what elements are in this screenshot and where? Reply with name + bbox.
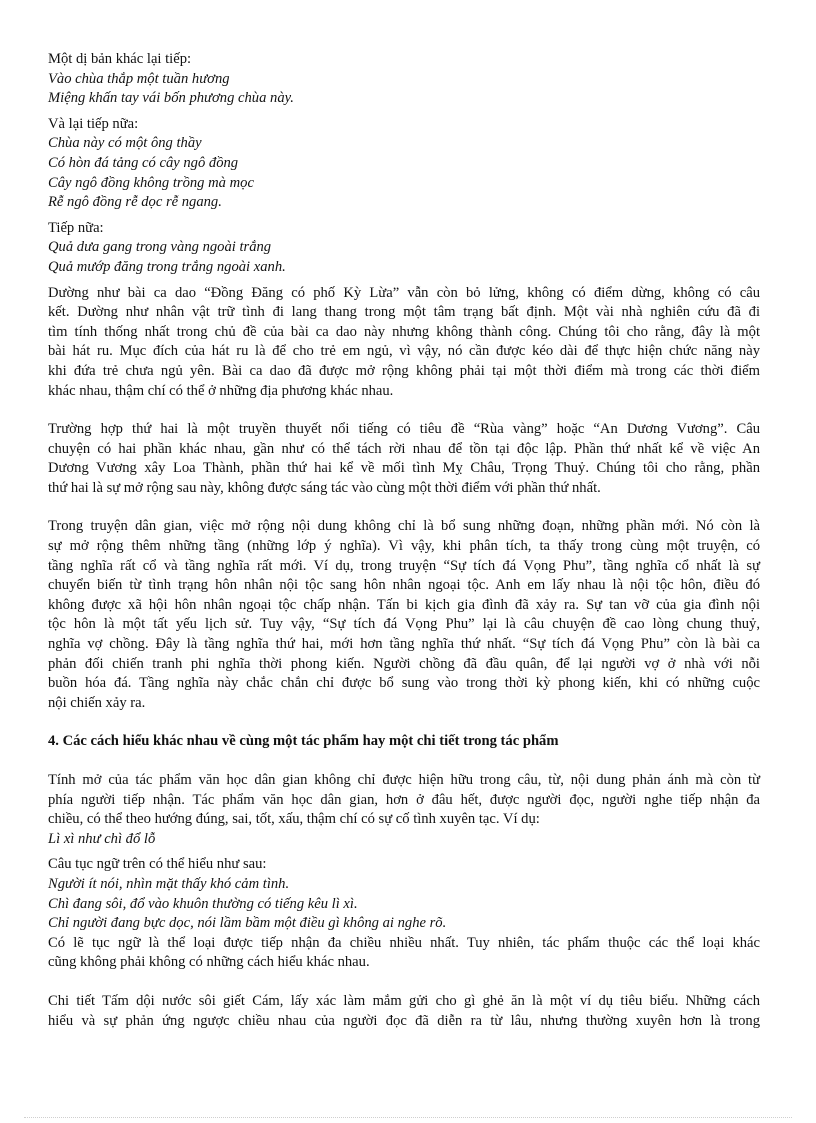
verse-1: Vào chùa thắp một tuần hương Miệng khấn tay vái bốn phương chùa này. bbox=[48, 70, 294, 107]
paragraph-4: Tính mở của tác phẩm văn học dân gian không chỉ được hiện hữu trong câu, từ, nội dung phản ánh mà còn từ phía người tiếp nhận. Tác phẩm văn học dân gian, hơn ở đâu hết, được người đọc, người nghe tiếp nhận đa chiều, có thể theo hướng đúng, sai, tốt, xấu, thậm chí có sự cố tình xuyên tạc. Ví dụ: bbox=[48, 772, 760, 828]
proverb-example: Lì xì như chì đổ lỗ bbox=[48, 830, 156, 847]
document-page bbox=[48, 50, 760, 1031]
intro-line-2: Và lại tiếp nữa: bbox=[48, 115, 139, 132]
proverb-meanings: Người ít nói, nhìn mặt thấy khó cảm tình. Chì đang sôi, đổ vào khuôn thường có tiếng kêu lì xì. Chỉ người đang bực dọc, nói lầm bầm một điều gì không ai nghe rõ. bbox=[48, 875, 447, 932]
paragraph-7: Chi tiết Tấm dội nước sôi giết Cám, lấy xác làm mắm gửi cho gì ghẻ ăn là một ví dụ tiêu biểu. Những cách hiểu và sự phản ứng ngược chiều nhau của người đọc đã diễn ra từ lâu, nhưng thường xuyên hơn là trong bbox=[48, 992, 760, 1029]
verse-2: Chùa này có một ông thầy Có hòn đá tảng có cây ngô đồng Cây ngô đồng không trồng mà mọc Rễ ngô đồng rễ dọc rễ ngang. bbox=[48, 135, 254, 211]
paragraph-5: Câu tục ngữ trên có thể hiểu như sau: bbox=[48, 856, 267, 873]
page-bottom-divider bbox=[24, 1117, 792, 1118]
paragraph-1: Dường như bài ca dao “Đồng Đăng có phố Kỳ Lừa” vẫn còn bỏ lửng, không có điểm dừng, không có câu kết. Dường như nhân vật trữ tình đi lang thang trong một tâm trạng bất định. Một vài nhà nghiên cứu đã đi tìm tính thống nhất trong chủ đề của bài ca dao này nhưng không thành công. Chúng tôi cho rằng, đây là một bài hát ru. Mục đích của hát ru là để cho trẻ em ngủ, vì vậy, nó cần được kéo dài để thực hiện chức năng này khi đứa trẻ chưa ngủ yên. Bài ca dao đã được mở rộng không phải tại một thời điểm mà trong các thời điểm khác nhau, thậm chí có thể ở những địa phương khác nhau. bbox=[48, 284, 760, 399]
intro-line-3: Tiếp nữa: bbox=[48, 219, 104, 236]
intro-line-1: Một dị bản khác lại tiếp: bbox=[48, 51, 192, 67]
paragraph-6: Có lẽ tục ngữ là thể loại được tiếp nhận đa chiều nhiều nhất. Tuy nhiên, tác phẩm thuộc các thể loại khác cũng không phải không có những cách hiểu khác nhau. bbox=[48, 934, 760, 971]
section-heading-4: 4. Các cách hiểu khác nhau về cùng một tác phẩm hay một chi tiết trong tác phẩm bbox=[48, 733, 559, 750]
paragraph-3: Trong truyện dân gian, việc mở rộng nội dung không chỉ là bổ sung những đoạn, những phần mới. Nó còn là sự mở rộng thêm những tầng (những lớp ý nghĩa). Vì vậy, khi phân tích, ta thấy trong cùng một truyện, có tầng nghĩa rất cổ và tầng nghĩa rất mới. Ví dụ, trong truyện “Sự tích đá Vọng Phu”, tầng nghĩa cổ nhất là sự chuyển biến từ tình trạng hôn nhân nội tộc sang hôn nhân ngoại tộc. Anh em lấy nhau là nội tộc hôn, điều đó không được xã hội hôn nhân ngoại tộc chấp nhận. Tấn bi kịch gia đình đã xảy ra. Sự tan vỡ của gia đình nội tộc hôn là một tất yếu lịch sử. Tuy vậy, “Sự tích đá Vọng Phu” lại là câu chuyện đề cao lòng chung thuỷ, nghĩa vợ chồng. Đây là tầng nghĩa thứ hai, mới hơn tầng nghĩa thứ nhất. “Sự tích đá Vọng Phu” còn là bài ca phản đối chiến tranh phi nghĩa thời phong kiến. Người chồng đã đầu quân, để lại người vợ ở nhà với nỗi buồn hóa đá. Tầng nghĩa này chắc chắn chỉ được bổ sung vào trong thời kỳ phong kiến, khi có những cuộc nội chiến xảy ra. bbox=[48, 518, 760, 711]
verse-3: Quả dưa gang trong vàng ngoài trắng Quả mướp đăng trong trắng ngoài xanh. bbox=[48, 239, 286, 275]
paragraph-2: Trường hợp thứ hai là một truyền thuyết nổi tiếng có tiêu đề “Rùa vàng” hoặc “An Dương Vương”. Câu chuyện có hai phần khác nhau, gần như có thể tách rời nhau để tồn tại độc lập. Phần thứ nhất kể về việc An Dương Vương xây Loa Thành, phần thứ hai kể về mối tình Mỵ Châu, Trọng Thuỷ. Chúng tôi cho rằng, phần thứ hai là sự mở rộng sau này, không được sáng tác vào cùng một thời điểm với phần thứ nhất. bbox=[48, 421, 760, 496]
